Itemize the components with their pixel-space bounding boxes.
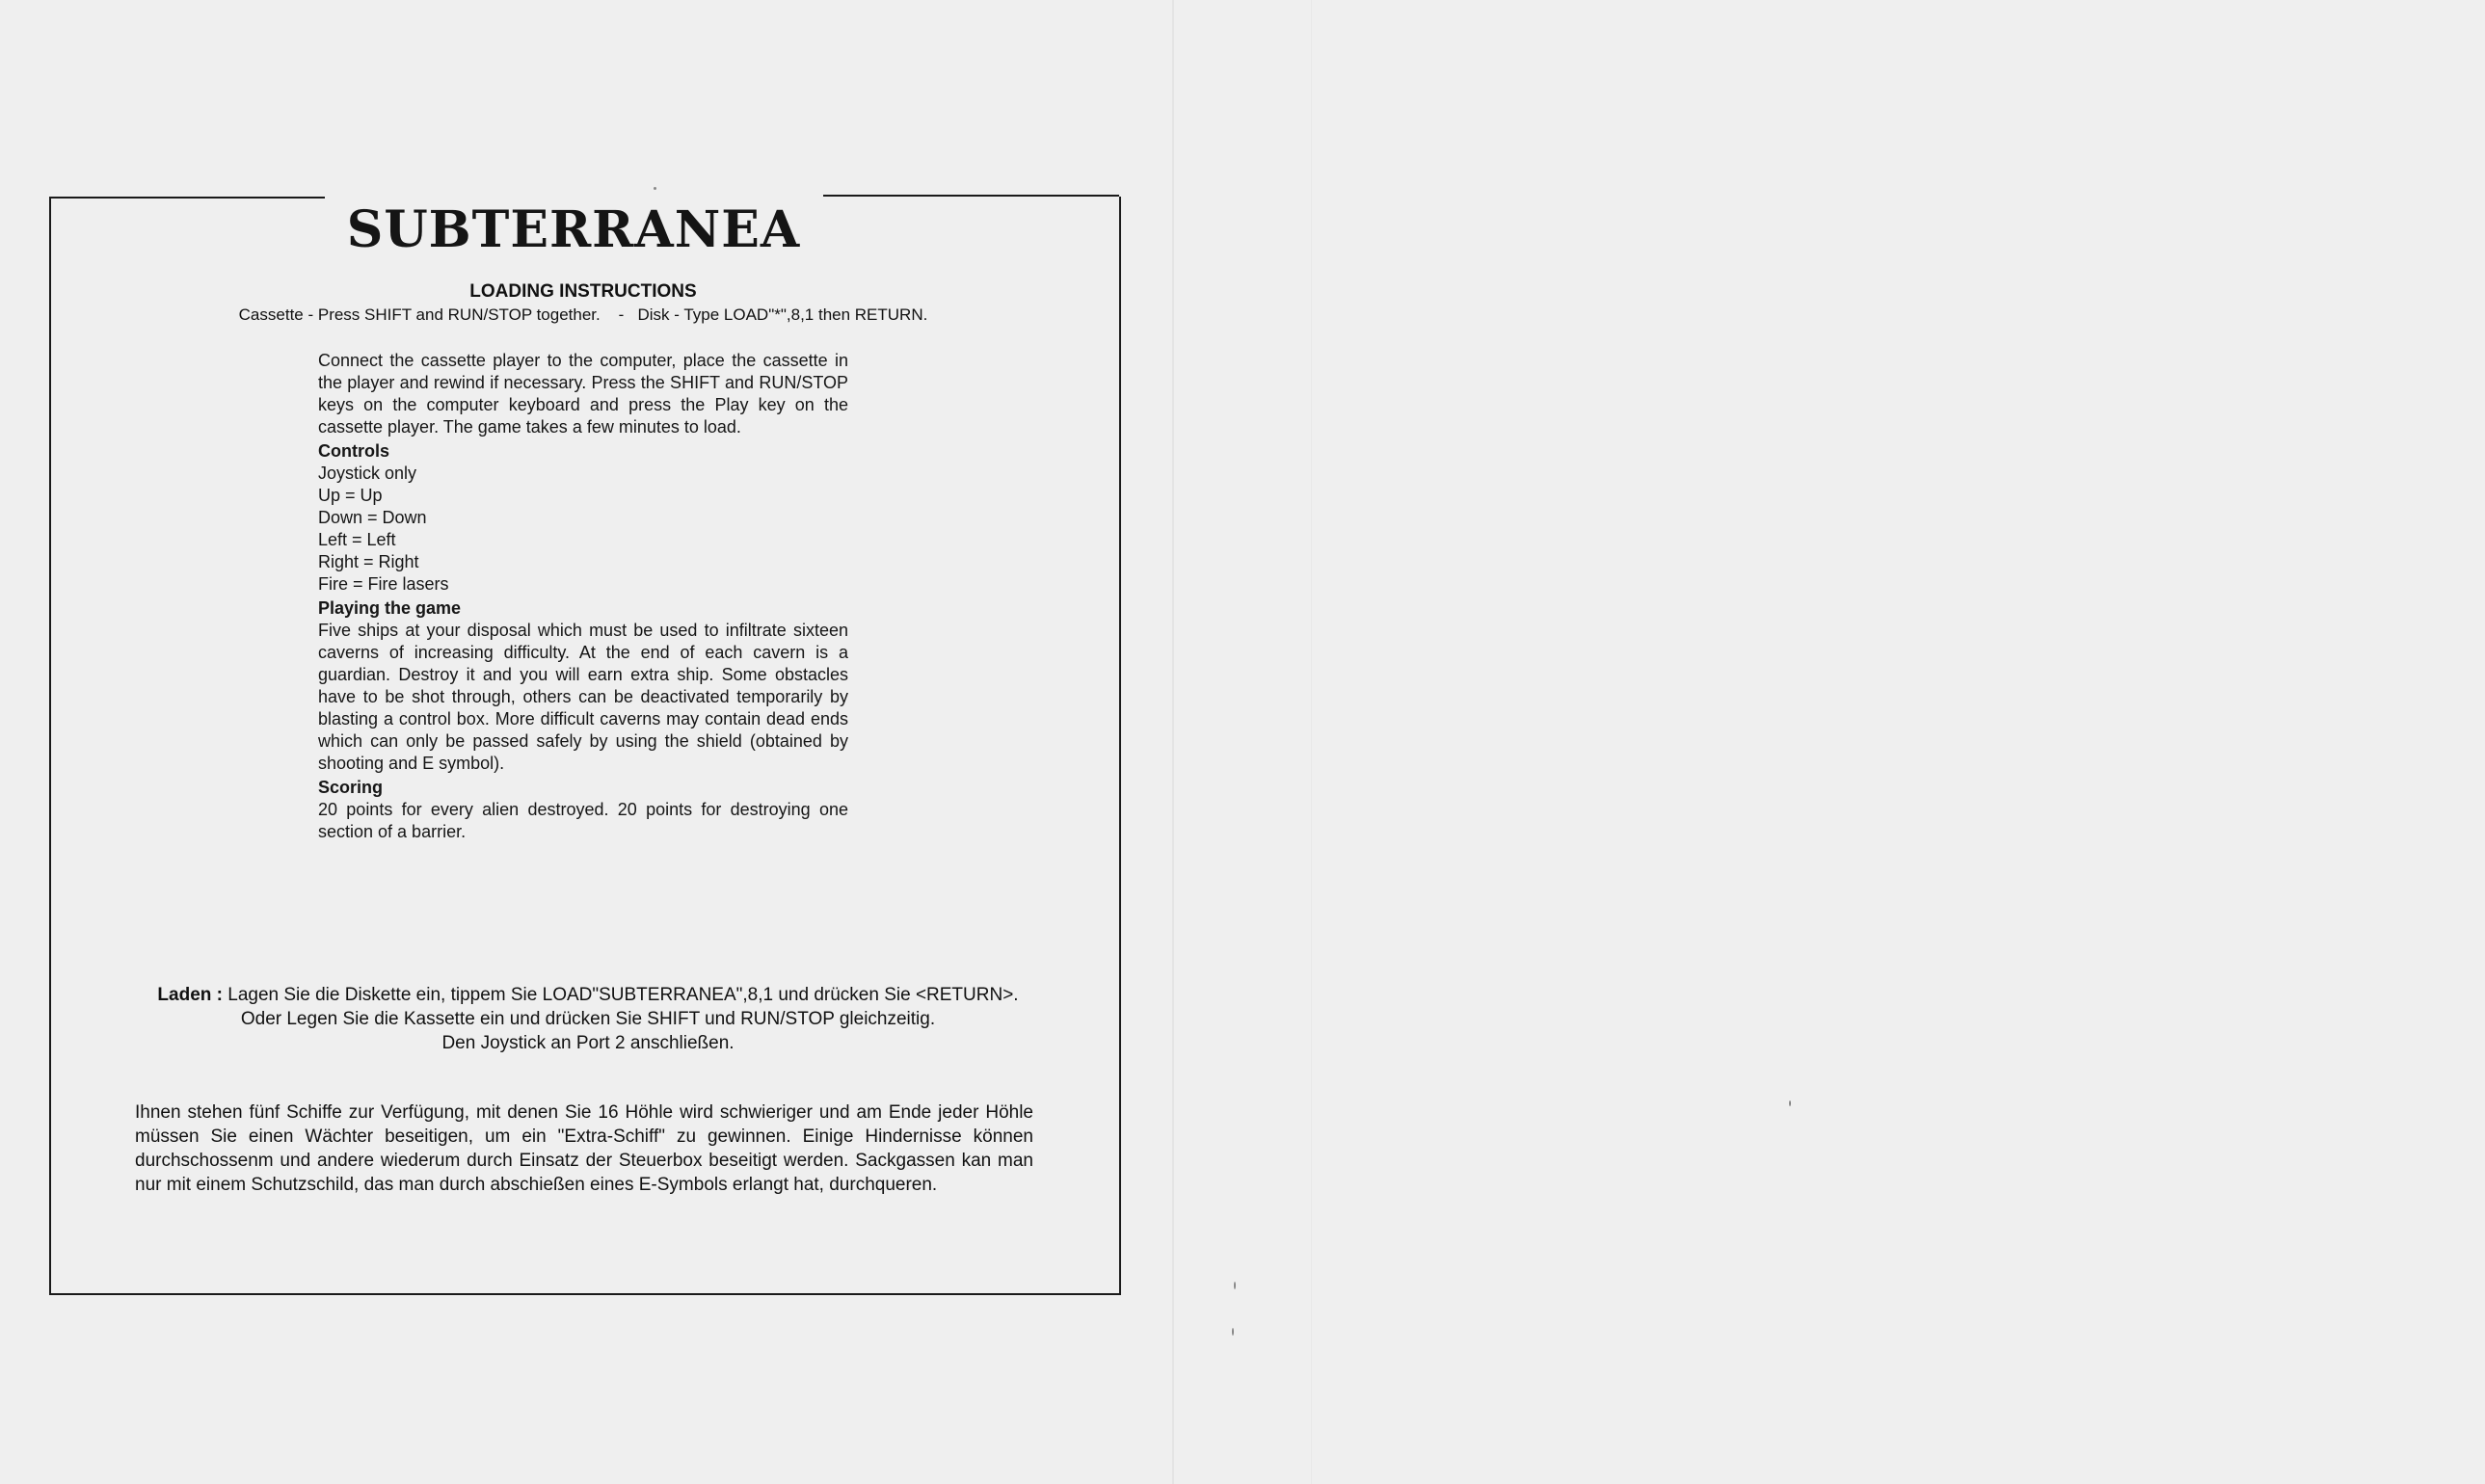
german-loading-block [135, 983, 1041, 1055]
joystick-port-text: Den Joystick an Port 2 anschließen. [441, 1033, 735, 1053]
playing-paragraph: Five ships at your disposal which must be used to infiltrate sixteen caverns of increasing difficulty. At the end of each cavern is a guardian. Destroy it and you will earn extra ship. Some obstacles have to be shot through, others can be deactivated temporarily by blasting a control box. More difficult caverns may contain dead ends which can only be passed safely by using the shield (obtained by shooting and E symbol). [318, 621, 848, 773]
control-line: Down = Down [318, 508, 427, 527]
frame-top-right-rule [823, 195, 1119, 197]
page-fold [1172, 0, 1174, 1484]
paper-speck [1234, 1282, 1236, 1289]
playing-heading: Playing the game [318, 598, 462, 618]
game-title: SUBTERRANEA [346, 200, 801, 259]
control-line: Right = Right [318, 552, 419, 571]
scoring-paragraph: 20 points for every alien destroyed. 20 points for destroying one section of a barrier. [318, 800, 848, 841]
paper-speck [654, 187, 656, 190]
loading-instructions-heading: LOADING INSTRUCTIONS [469, 281, 697, 302]
control-line: Joystick only [318, 464, 417, 483]
frame-top-left-rule [49, 197, 325, 199]
paper-speck [1789, 1100, 1791, 1106]
control-line: Up = Up [318, 486, 383, 505]
intro-paragraph: Connect the cassette player to the computer, place the cassette in the player and rewind if necessary. Press the SHIFT and RUN/STOP keys on the computer keyboard and press the Play key on the cassette player. The game takes a few minutes to load. [318, 351, 848, 437]
scoring-heading: Scoring [318, 778, 384, 797]
english-instructions [318, 350, 848, 843]
page-fold-secondary [1311, 0, 1312, 1484]
german-description: Ihnen stehen fünf Schiffe zur Verfügung, mit denen Sie 16 Höhle wird schwieriger und am Ende jeder Höhle müssen Sie einen Wächter beseitigen, um ein "Extra-Schiff" zu gewinnen. Einige Hindernisse können durchschossenm und andere wiederum durch Einsatz der Steuerbox beseitigt werden. Sackgassen kan man nur mit einem Schutzschild, das man durch abschießen eines E-Symbols erlangt hat, durchqueren. [135, 1102, 1033, 1195]
loading-instructions-line: Cassette - Press SHIFT and RUN/STOP together. - Disk - Type LOAD"*",8,1 then RETURN. [238, 305, 928, 324]
control-line: Left = Left [318, 530, 396, 549]
paper-speck [1232, 1328, 1234, 1336]
laden-text: Lagen Sie die Diskette ein, tippem Sie LOAD"SUBTERRANEA",8,1 und drücken Sie <RETURN>. Oder Legen Sie die Kassette ein und drücken Sie SHIFT und RUN/STOP gleichzeitig. [227, 985, 1019, 1029]
laden-label: Laden : [157, 985, 223, 1005]
controls-heading: Controls [318, 441, 389, 461]
control-line: Fire = Fire lasers [318, 574, 449, 594]
